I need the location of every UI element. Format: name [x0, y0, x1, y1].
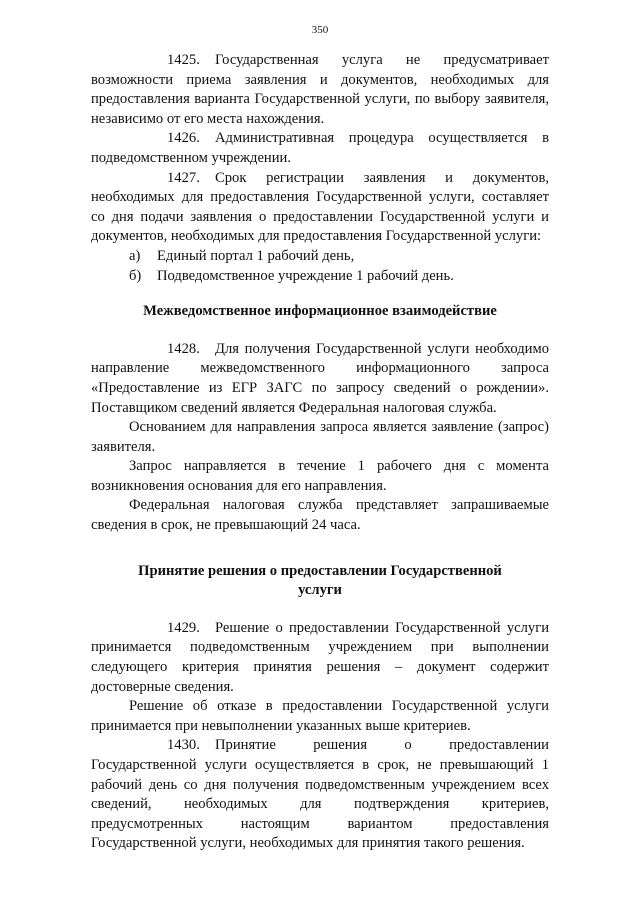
paragraph-request-timing: Запрос направляется в течение 1 рабочего дня с момента возникновения основания для его направления.: [91, 458, 549, 494]
list-item: [91, 267, 549, 287]
paragraph-refusal: Решение об отказе в предоставлении Государственной услуги принимается при невыполнении указанных выше критериев.: [91, 698, 549, 734]
paragraph-number: 1426.: [167, 130, 200, 147]
paragraph-1425: [91, 51, 549, 129]
paragraph-1426: [91, 129, 549, 168]
section-heading-interagency: Межведомственное информационное взаимодействие: [143, 303, 497, 320]
page-number: 350: [311, 24, 329, 36]
paragraph-number: 1429.: [167, 619, 200, 636]
paragraph-1427: [91, 169, 549, 247]
paragraph-1430: [91, 736, 549, 854]
document-body: [91, 51, 549, 854]
paragraph-text: Решение о предоставлении Государственной услуги принимается подведомственным учреждением при выполнении следующего критерия принятия решения – документ содержит достоверные сведения.: [91, 619, 549, 695]
paragraph-number: 1427.: [167, 169, 200, 186]
paragraph-number: 1430.: [167, 737, 200, 754]
paragraph-text: Государственная услуга не предусматривает возможности приема заявления и документов, необходимых для предоставления варианта Государственной услуги, по выбору заявителя, независимо от его места нахождения.: [91, 52, 549, 127]
paragraph-text: Административная процедура осуществляется в подведомственном учреждении.: [91, 130, 549, 166]
section-heading-decision: Принятие решения о предоставлении Государственной услуги: [138, 562, 502, 599]
paragraph-1428: [91, 340, 549, 418]
list-marker: б): [129, 267, 142, 284]
paragraph-text: Срок регистрации заявления и документов, необходимых для предоставления Государственной услуги, составляет со дня подачи заявления о предоставлении Государственной услуги и документов, необходимых для предоставления Государственной услуги:: [91, 169, 549, 245]
paragraph-basis: Основанием для направления запроса является заявление (запрос) заявителя.: [91, 419, 549, 455]
paragraph-number: 1425.: [167, 52, 200, 68]
paragraph-1429: [91, 619, 549, 697]
paragraph-number: 1428.: [167, 340, 200, 357]
paragraph-fns-response: Федеральная налоговая служба представляет запрашиваемые сведения в срок, не превышающий 24 часа.: [91, 497, 549, 534]
list-marker: а): [129, 247, 141, 264]
paragraph-text: Для получения Государственной услуги необходимо направление межведомственного информационного запроса «Предоставление из ЕГР ЗАГС по запросу сведений о рождении». Поставщиком сведений является Федеральная налоговая служба.: [91, 340, 549, 416]
list-item: [91, 247, 549, 267]
paragraph-text: Принятие решения о предоставлении Государственной услуги осуществляется в срок, не превышающий 1 рабочий день со дня получения подведомственным учреждением всех сведений, необходимых для подтверждения критериев, предусмотренных настоящим вариантом предоставления Государственной услуги, необходимых для принятия такого решения.: [91, 737, 549, 852]
list-text: Подведомственное учреждение 1 рабочий день.: [157, 267, 454, 284]
list-text: Единый портал 1 рабочий день,: [157, 247, 355, 264]
